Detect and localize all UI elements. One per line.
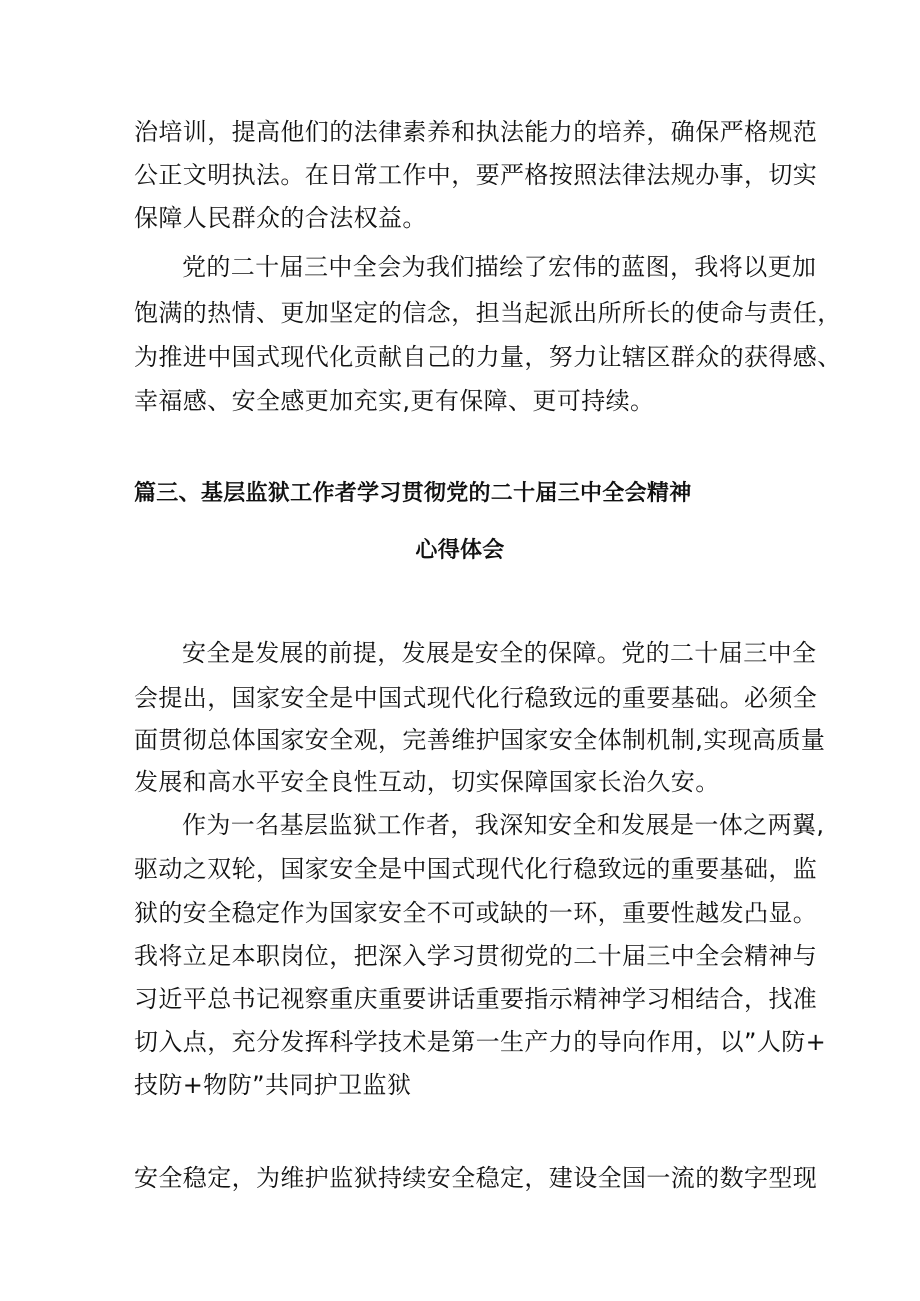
paragraph-line: 切入点，充分发挥科学技术是第一生产力的导向作用，以”人防+ (134, 1028, 827, 1056)
paragraph-first-line: 党的二十届三中全会为我们描绘了宏伟的蓝图，我将以更加 (182, 253, 817, 281)
paragraph-line: 发展和高水平安全良性互动，切实保障国家长治久安。 (134, 768, 720, 796)
paragraph-line: 习近平总书记视察重庆重要讲话重要指示精神学习相结合，找准 (134, 985, 818, 1013)
paragraph-line: 为推进中国式现代化贡献自己的力量，努力让辖区群众的获得感、 (134, 343, 842, 371)
paragraph-line: 面贯彻总体国家安全观，完善维护国家安全体制机制,实现高质量 (134, 726, 826, 754)
paragraph-line: 治培训，提高他们的法律素养和执法能力的培养，确保严格规范 (134, 118, 818, 146)
paragraph-line: 饱满的热情、更加坚定的信念，担当起派出所所长的使命与责任， (134, 299, 842, 327)
section-heading-continuation: 心得体会 (415, 538, 505, 563)
paragraph-line: 我将立足本职岗位，把深入学习贯彻党的二十届三中全会精神与 (134, 942, 818, 970)
paragraph-line: 狱的安全稳定作为国家安全不可或缺的一环，重要性越发凸显。 (134, 899, 818, 927)
paragraph-line: 安全稳定，为维护监狱持续安全稳定，建设全国一流的数字型现 (134, 1164, 818, 1192)
paragraph-line: 技防+物防”共同护卫监狱 (134, 1071, 412, 1099)
section-heading: 篇三、基层监狱工作者学习贯彻党的二十届三中全会精神 (134, 481, 692, 506)
paragraph-line: 会提出，国家安全是中国式现代化行稳致远的重要基础。必须全 (134, 684, 818, 712)
paragraph-line: 驱动之双轮，国家安全是中国式现代化行稳致远的重要基础，监 (134, 855, 818, 883)
paragraph-first-line: 作为一名基层监狱工作者，我深知安全和发展是一体之两翼, (182, 811, 825, 839)
paragraph-line: 保障人民群众的合法权益。 (134, 204, 427, 232)
paragraph-line: 公正文明执法。在日常工作中，要严格按照法律法规办事，切实 (134, 161, 818, 189)
paragraph-line: 幸福感、安全感更加充实,更有保障、更可持续。 (134, 387, 655, 415)
paragraph-first-line: 安全是发展的前提，发展是安全的保障。党的二十届三中全 (182, 639, 817, 667)
